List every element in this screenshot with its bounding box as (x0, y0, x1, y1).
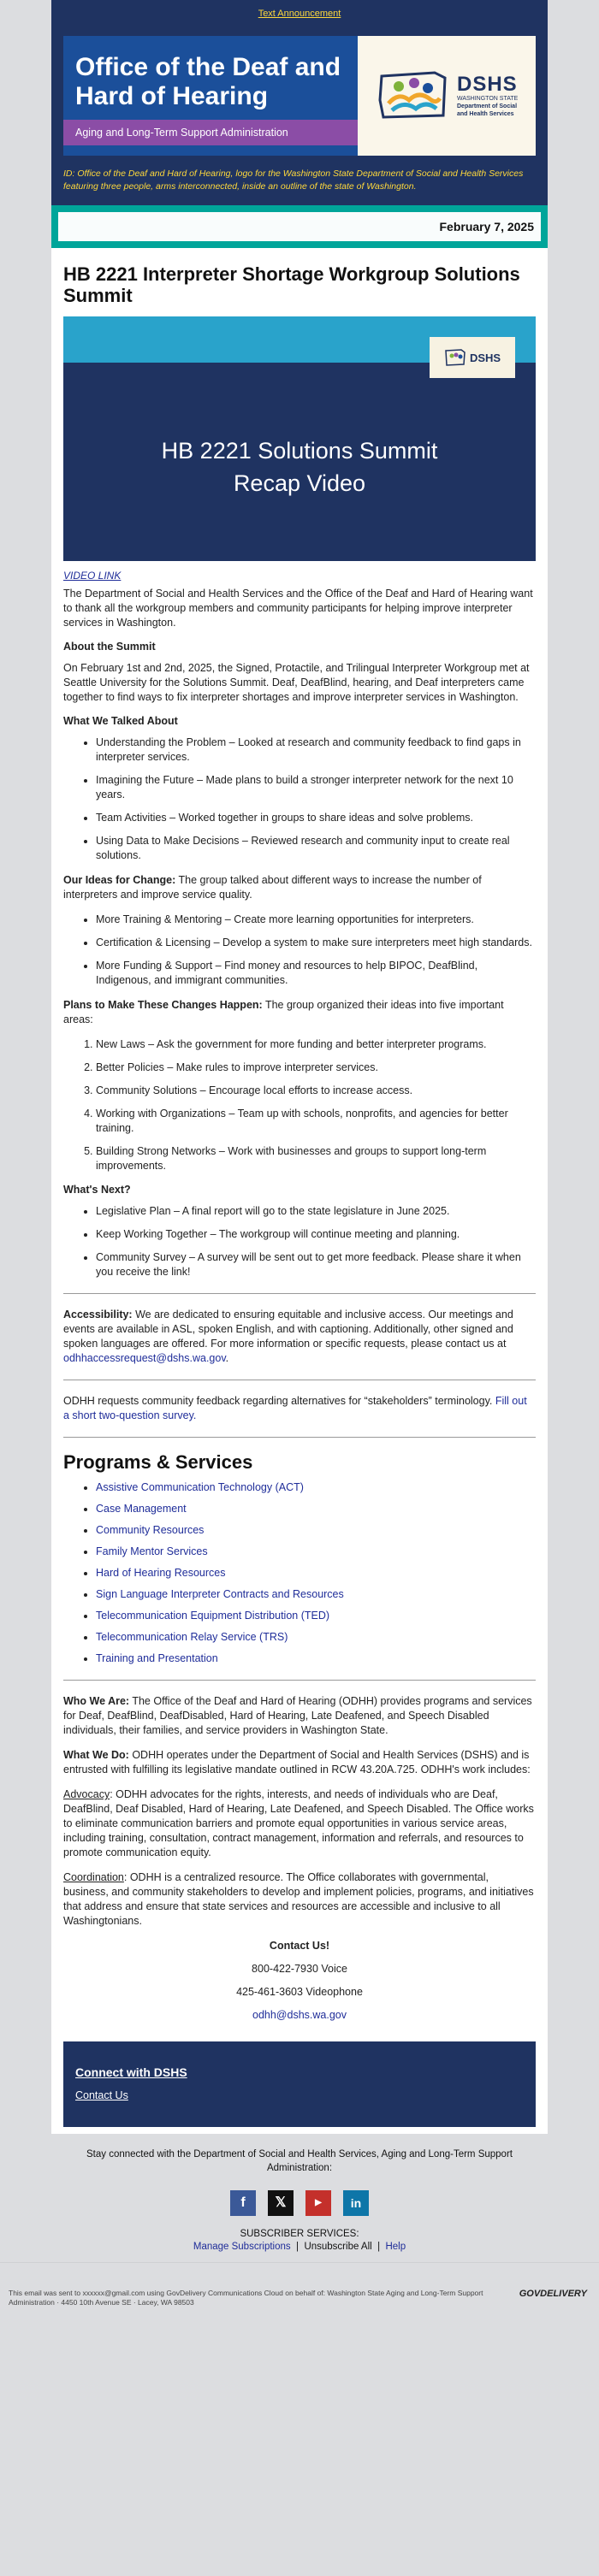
coordination-paragraph (63, 1870, 536, 1929)
date-bar (51, 205, 548, 248)
program-item (96, 1545, 536, 1559)
accessibility-paragraph (63, 1308, 536, 1366)
banner-caption: ID: Office of the Deaf and Hard of Hearing, logo for the Washington State Department of Social and Health Services featuring three people, arms interconnected, inside an outline of the state of Washington. (63, 168, 524, 192)
list-item: • Understanding the Problem – Looked at research and community feedback to find gaps in interpreter services. (96, 736, 536, 765)
legal-footer (0, 2262, 599, 2314)
programs-heading: Programs & Services (63, 1451, 253, 1473)
program-link-training[interactable]: Training and Presentation (96, 1652, 218, 1664)
program-link-interpreter-contracts[interactable]: Sign Language Interpreter Contracts and Resources (96, 1588, 344, 1600)
video-title-line1: HB 2221 Solutions Summit (161, 438, 438, 464)
about-heading: About the Summit (63, 641, 156, 653)
list-item: • Keep Working Together – The workgroup will continue meeting and planning. (96, 1227, 536, 1242)
who-text: The Office of the Deaf and Hard of Hearing (ODHH) provides programs and services for Deaf, DeafBlind, DeafDisabled, Hard of Hearing, Late Deafened, and Speech Disabled individuals, their families, and service providers in Washington State. (63, 1695, 532, 1736)
video-dshs-logo (430, 337, 515, 378)
program-link-family-mentor[interactable]: Family Mentor Services (96, 1545, 208, 1557)
list-item: 1. New Laws – Ask the government for more funding and better interpreter programs. (96, 1037, 536, 1052)
advocacy-label: Advocacy (63, 1788, 110, 1800)
washington-people-icon (444, 347, 466, 368)
plans-heading: Plans to Make These Changes Happen: (63, 999, 263, 1011)
access-email-link[interactable]: odhhaccessrequest@dshs.wa.gov (63, 1352, 226, 1364)
program-link-hard-of-hearing[interactable]: Hard of Hearing Resources (96, 1567, 226, 1579)
manage-subscriptions-link[interactable]: Manage Subscriptions (193, 2242, 291, 2252)
dshs-logo (358, 36, 536, 156)
contact-email-link[interactable]: odhh@dshs.wa.gov (252, 2009, 347, 2021)
list-item: • Certification & Licensing – Develop a system to make sure interpreters meet high standards. (96, 936, 536, 950)
social-icons (17, 2190, 582, 2216)
next-list (96, 1204, 536, 1279)
contact-voice: 800-422-7930 Voice (252, 1963, 347, 1975)
divider (63, 1680, 536, 1681)
plans-text: The group organized their ideas into five important areas: (63, 999, 504, 1025)
what-paragraph (63, 1748, 536, 1777)
issue-date: February 7, 2025 (439, 220, 534, 233)
video-title-line2: Recap Video (233, 470, 366, 496)
list-item: • Imagining the Future – Made plans to build a stronger interpreter network for the next 10 years. (96, 773, 536, 802)
next-heading: What's Next? (63, 1184, 131, 1196)
divider (63, 1293, 536, 1294)
list-item: • Using Data to Make Decisions – Reviewed research and community input to create real solutions. (96, 834, 536, 863)
program-item (96, 1502, 536, 1516)
program-link-community-resources[interactable]: Community Resources (96, 1524, 205, 1536)
ideas-paragraph (63, 873, 536, 902)
ideas-list (96, 913, 536, 988)
who-label: Who We Are: (63, 1695, 130, 1707)
facebook-icon[interactable]: f (230, 2190, 256, 2216)
banner (63, 36, 536, 156)
subscriber-label: SUBSCRIBER SERVICES: (240, 2229, 359, 2239)
youtube-icon[interactable]: ▶ (305, 2190, 331, 2216)
video-logo-text: DSHS (469, 351, 501, 364)
contact-videophone: 425-461-3603 Videophone (236, 1986, 363, 1998)
text-announcement-link[interactable]: Text Announcement (258, 9, 341, 19)
intro-paragraph: The Department of Social and Health Services and the Office of the Deaf and Hard of Hearing want to thank all the workgroup members and community participants for helping improve interpreter services in Washington. (63, 588, 533, 629)
program-item (96, 1566, 536, 1580)
accessibility-label: Accessibility: (63, 1309, 133, 1320)
what-label: What We Do: (63, 1749, 129, 1761)
connect-dshs-link[interactable]: Connect with DSHS (75, 2065, 187, 2079)
about-paragraph: On February 1st and 2nd, 2025, the Signed, Protactile, and Trilingual Interpreter Workgroup met at Seattle University for the Solutions Summit. Deaf, DeafBlind, hearing, and Deaf interpreters came together to find ways to fix interpreter shortages and improve interpreter services in Washington. (63, 662, 530, 703)
list-item: • More Funding & Support – Find money and resources to help BIPOC, DeafBlind, Indigenous, and immigrant communities. (96, 959, 536, 988)
banner-title: Office of the Deaf and Hard of Hearing (75, 53, 341, 110)
program-link-ted[interactable]: Telecommunication Equipment Distribution (TED) (96, 1610, 330, 1622)
programs-list (96, 1480, 536, 1666)
stay-connected-text: Stay connected with the Department of Social and Health Services, Aging and Long-Term Support Administration: (86, 2149, 513, 2173)
fine-print: This email was sent to xxxxxx@gmail.com using GovDelivery Communications Cloud on behalf of: Washington State Aging and Long-Term Support Administration · 4450 10th Avenue SE · Lacey, WA 98503 (9, 2289, 483, 2307)
coordination-text: : ODHH is a centralized resource. The Office collaborates with governmental, business, and community stakeholders to develop and implement policies, programs, and initiatives that address and ensure that state services and resources are accessible and inclusive to all Washingtonians. (63, 1871, 534, 1927)
banner-subtitle: Aging and Long-Term Support Administration (63, 120, 358, 145)
help-link[interactable]: Help (385, 2242, 406, 2252)
accessibility-end: . (225, 1352, 229, 1364)
contact-us-link[interactable]: Contact Us (75, 2089, 128, 2101)
video-thumbnail[interactable] (63, 316, 536, 561)
advocacy-text: : ODHH advocates for the rights, interests, and needs of individuals who are Deaf, DeafBlind, Deaf Disabled, Hard of Hearing, Late Deafened, and Speech Disabled. The Office works to eliminate communication barriers and promote equal opportunities in various service areas, including training, consultation, contract management, information and referrals, and resources to promote communication equity. (63, 1788, 534, 1858)
ideas-heading: Our Ideas for Change: (63, 874, 176, 886)
contact-block (63, 1939, 536, 2023)
banner-left (63, 36, 358, 156)
what-text: ODHH operates under the Department of Social and Health Services (DSHS) and is entrusted with fulfilling its legislative mandate outlined in RCW 43.20A.725. ODHH's work includes: (63, 1749, 531, 1775)
ideas-text: The group talked about different ways to increase the number of interpreters and improve service quality. (63, 874, 482, 901)
program-link-case-management[interactable]: Case Management (96, 1503, 187, 1515)
list-item: • More Training & Mentoring – Create more learning opportunities for interpreters. (96, 913, 536, 927)
program-item (96, 1523, 536, 1538)
plans-list (96, 1037, 536, 1173)
connect-footer (63, 2041, 536, 2127)
dshs-wordmark: DSHS (457, 72, 518, 96)
program-item (96, 1651, 536, 1666)
feedback-text: ODHH requests community feedback regarding alternatives for “stakeholders” terminology. (63, 1395, 495, 1407)
dshs-dept: Department of Social and Health Services (457, 103, 518, 117)
program-item (96, 1630, 536, 1645)
program-item (96, 1587, 536, 1602)
accessibility-text: We are dedicated to ensuring equitable and inclusive access. Our meetings and events are available in ASL, spoken English, and with captioning. Additionally, other signed and spoken languages are offered. For more information or specific requests, please contact us at (63, 1309, 513, 1350)
contact-heading: Contact Us! (269, 1940, 330, 1952)
list-item: • Community Survey – A survey will be sent out to get more feedback. Please share it when you receive the link! (96, 1250, 536, 1279)
list-item: • Team Activities – Worked together in groups to share ideas and solve problems. (96, 811, 536, 825)
program-item (96, 1609, 536, 1623)
subscriber-services: SUBSCRIBER SERVICES: Manage Subscriptions | Unsubscribe All | Help (17, 2228, 582, 2254)
program-link-trs[interactable]: Telecommunication Relay Service (TRS) (96, 1631, 288, 1643)
program-link-act[interactable]: Assistive Communication Technology (ACT) (96, 1481, 304, 1493)
dshs-state: WASHINGTON STATE (457, 95, 519, 102)
unsubscribe-all-link[interactable]: Unsubscribe All (304, 2242, 372, 2252)
talked-list (96, 736, 536, 863)
video-title (63, 434, 536, 499)
list-item: • Legislative Plan – A final report will go to the state legislature in June 2025. (96, 1204, 536, 1219)
advocacy-paragraph (63, 1787, 536, 1860)
washington-people-icon (375, 66, 450, 126)
main-content (51, 248, 548, 2134)
who-paragraph (63, 1694, 536, 1738)
program-item (96, 1480, 536, 1495)
list-item: 2. Better Policies – Make rules to improve interpreter services. (96, 1061, 536, 1075)
feedback-paragraph (63, 1394, 536, 1423)
list-item: 5. Building Strong Networks – Work with businesses and groups to support long-term improvements. (96, 1144, 536, 1173)
linkedin-icon[interactable]: in (343, 2190, 369, 2216)
header (51, 0, 548, 205)
x-icon[interactable]: 𝕏 (268, 2190, 294, 2216)
article-title: HB 2221 Interpreter Shortage Workgroup Solutions Summit (63, 263, 520, 306)
video-link[interactable]: VIDEO LINK (63, 570, 122, 582)
plans-paragraph (63, 998, 536, 1027)
list-item: 4. Working with Organizations – Team up with schools, nonprofits, and agencies for better training. (96, 1107, 536, 1136)
divider (63, 1437, 536, 1438)
survey-link[interactable]: Fill out a short two-question survey. (63, 1395, 527, 1421)
social-section (0, 2134, 599, 2262)
coordination-label: Coordination (63, 1871, 124, 1883)
talked-heading: What We Talked About (63, 715, 178, 727)
govdelivery-logo: GOVDELIVERY (519, 2289, 587, 2299)
list-item: 3. Community Solutions – Encourage local efforts to increase access. (96, 1084, 536, 1098)
